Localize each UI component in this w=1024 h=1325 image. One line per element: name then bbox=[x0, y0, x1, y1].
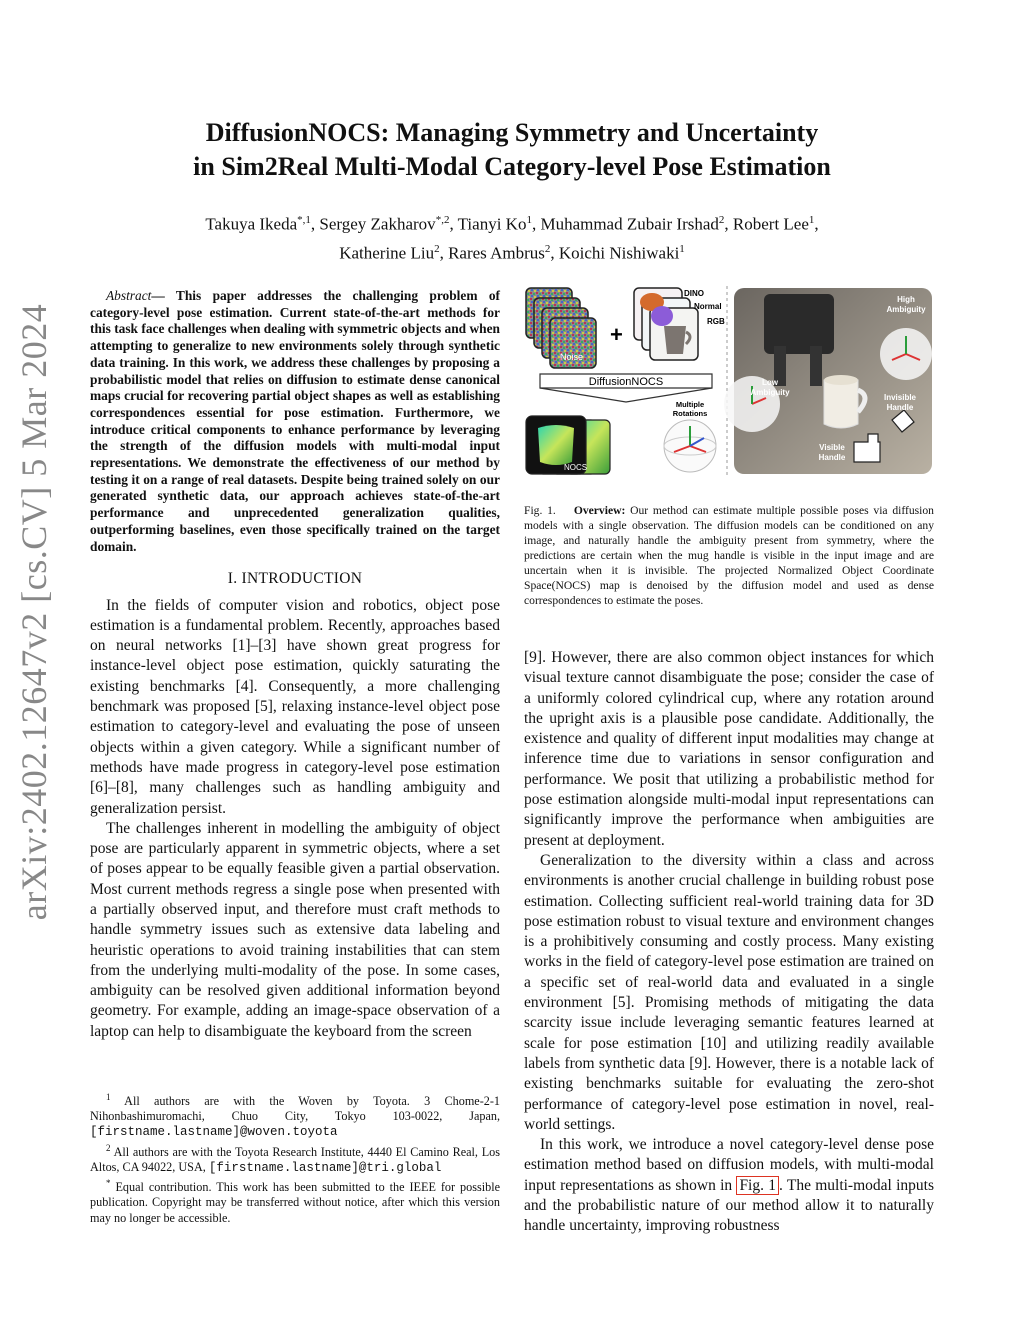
low-ambiguity-label-1: Low bbox=[762, 378, 778, 387]
intro-paragraph-1: In the fields of computer vision and robotics, object pose estimation is a fundamental problem. Recently, approaches based on neural networks [1]–[3] have shown great progress for instance-level object pose estimation, quickly saturating the existing benchmarks [4]. Consequently, a more challenging benchmark was proposed [5], relaxing instance-level object pose estimation to category-level and evaluating the pose of unseen objects within a given category. While a significant number of methods have made progress in category-level pose estimation [6]–[8], many challenges such as handling ambiguity and generalization persist. bbox=[90, 596, 500, 817]
input-modalities-stack bbox=[634, 288, 698, 360]
footnote-3 bbox=[90, 1176, 500, 1226]
author-name: Robert Lee bbox=[732, 214, 809, 234]
multiple-rotations-label-2: Rotations bbox=[672, 409, 708, 418]
low-ambiguity-label-2: Ambiguity bbox=[750, 388, 790, 397]
figure-1-graphic bbox=[524, 286, 934, 476]
footnote-mark: 2 bbox=[106, 1142, 111, 1153]
footnote-email: [firstname.lastname]@woven.toyota bbox=[90, 1125, 338, 1140]
author-affil: 2 bbox=[718, 214, 725, 226]
author-affil: 1 bbox=[679, 242, 685, 255]
intro-paragraph-2: The challenges inherent in modelling the ambiguity of object pose are particularly apparent in symmetric objects, where a set of poses appear to be equally feasible given a partial observation. Most current methods regress a single pose when presented with a partially observed input, and therefore must craft methods to handle symmetry issues such as extensive data labeling and heuristic operations to avoid training instabilities that can stem from the underlying multi-modality of the pose. In some cases, ambiguity can be resolved given additional information beyond geometry. For example, adding an image-space observation of a laptop can help to disambiguate the keyboard from the screen bbox=[90, 819, 500, 1040]
author-name: Rares Ambrus bbox=[448, 243, 545, 263]
author-affil: 1 bbox=[526, 214, 532, 226]
right-paragraph-1: [9]. However, there are also common object instances for which visual texture cannot disambiguate the pose; consider the case of a uniformly colored cylindrical cup, where any rotation around the upright axis is a plausible pose candidate. Additionally, the existence and quality of different input modalities may change at inference time due to variations in sensor configuration and performance. We posit that utilizing a probabilistic method for pose estimation alongside multi-modal input representations can significantly improve the performance when ambiguities are present at deployment. bbox=[524, 649, 934, 849]
author-name: Katherine Liu bbox=[339, 243, 435, 263]
paragraph-text: In this work, we introduce a novel category-level dense pose estimation method based on diffusion models, with multi-modal input representations as shown in bbox=[524, 1136, 934, 1194]
left-column bbox=[90, 288, 500, 1042]
authors-line-1: Takuya Ikeda$^{*,1}$, Sergey Zakharov$^{*,2}$, Tianyi Ko$^1$, Muhammad Zubair Irshad$^2$, Robert Lee$^1$, bbox=[205, 214, 819, 234]
invisible-handle-label-2: Handle bbox=[886, 403, 914, 412]
figure-1-caption bbox=[524, 503, 934, 608]
section-heading-introduction: I. INTRODUCTION bbox=[227, 570, 363, 588]
normal-label: Normal bbox=[694, 302, 722, 311]
author-name: Koichi Nishiwaki bbox=[558, 243, 680, 263]
footnote-text: All authors are with the Woven by Toyota. 3 Chome-2-1 Nihonbashimuromachi, Chuo City, Tokyo 103-0022, Japan, bbox=[90, 1094, 501, 1124]
nocs-label: NOCS bbox=[564, 463, 588, 472]
plus-sign: + bbox=[610, 322, 623, 347]
author-affil: 1 bbox=[808, 214, 815, 226]
visible-handle-label-1: Visible bbox=[819, 443, 845, 452]
abstract bbox=[90, 288, 500, 555]
author-affil: 2 bbox=[434, 242, 440, 255]
multiple-rotations-label-1: Multiple bbox=[675, 400, 705, 409]
dino-label: DINO bbox=[684, 289, 704, 298]
footnote-2 bbox=[90, 1141, 500, 1176]
arxiv-side-label: arXiv:2402.12647v2 [cs.CV] 5 Mar 2024 bbox=[14, 303, 54, 921]
paper-title bbox=[100, 116, 924, 184]
right-column bbox=[524, 648, 934, 1237]
visible-handle-label-2: Handle bbox=[818, 453, 846, 462]
author-name: Sergey Zakharov bbox=[319, 214, 436, 234]
caption-text: Our method can estimate multiple possible poses via diffusion models with a single observation. The diffusion models can be conditioned on any image, and naturally handle the ambiguity present from symmetry, where the predictions are certain when the mug handle is visible in the input image and are uncertain when it is invisible. The projected Normalized Object Coordinate Space(NOCS) map is denoised by the diffusion model and used as dense correspondences to estimate the poses. bbox=[524, 504, 934, 607]
caption-label: Fig. 1. bbox=[524, 504, 556, 517]
footnote-text: Equal contribution. This work has been submitted to the IEEE for possible publication. Copyright may be transferred without notice, after which this version may no longer be accessible. bbox=[90, 1180, 501, 1225]
authors-line-2: Katherine Liu$^2$, Rares Ambrus$^2$, Koichi Nishiwaki$^1$ bbox=[339, 242, 685, 263]
author-name: Tianyi Ko bbox=[457, 214, 527, 234]
rgb-label: RGB bbox=[707, 317, 725, 326]
caption-bold: Overview: bbox=[573, 504, 626, 517]
footnote-mark: 1 bbox=[106, 1092, 111, 1102]
footnote-email: [firstname.lastname]@tri.global bbox=[208, 1160, 442, 1175]
right-paragraph-3 bbox=[524, 1135, 934, 1236]
paragraph-text: . The multi-modal inputs and the probabilistic nature of our method allow it to naturally handle uncertainty, improving robustness bbox=[524, 1176, 934, 1235]
diffusion-label: DiffusionNOCS bbox=[588, 376, 664, 388]
footnote-text: All authors are with the Toyota Research Institute, 4440 El Camino Real, Los Altos, CA 94022, USA, bbox=[90, 1144, 500, 1174]
author-affil: *,2 bbox=[435, 214, 450, 226]
abstract-lead: Abstract bbox=[106, 288, 152, 303]
author-name: Takuya Ikeda bbox=[205, 214, 298, 234]
abstract-text: — This paper addresses the challenging problem of category-level pose estimation. Current state-of-the-art methods for this task face challenges when dealing with symmetric objects and when attempting to generalize to new environments solely through synthetic data training. In this work, we address these challenges by proposing a probabilistic model that relies on diffusion to estimate dense canonical maps crucial for recovering partial object shapes as well as establishing correspondences essential for pose estimation. Furthermore, we introduce critical components to enhance performance by leveraging the strength of the diffusion models with multi-modal input representations. We demonstrate the effectiveness of our method by testing it on a range of real datasets. Despite being trained solely on our generated synthetic data, our approach achieves state-of-the-art performance and unprecedented generalization qualities, outperforming baselines, even those specifically trained on the target domain. bbox=[90, 288, 500, 554]
author-affil: *,1 bbox=[297, 214, 311, 226]
author-affil: 2 bbox=[544, 242, 551, 255]
footnote-1 bbox=[90, 1090, 500, 1141]
fig-1-link[interactable]: Fig. 1 bbox=[736, 1176, 779, 1195]
title-line-1: DiffusionNOCS: Managing Symmetry and Uncertainty bbox=[205, 118, 819, 147]
title-line-2: in Sim2Real Multi-Modal Category-level Pose Estimation bbox=[193, 152, 831, 181]
figure-1 bbox=[524, 286, 934, 476]
invisible-handle-label-1: Invisible bbox=[883, 393, 917, 402]
author-name: Muhammad Zubair Irshad bbox=[540, 214, 719, 234]
footnotes bbox=[90, 1090, 500, 1226]
footnote-mark: * bbox=[106, 1178, 111, 1189]
noise-label: Noise bbox=[560, 352, 584, 362]
high-ambiguity-label-1: High bbox=[897, 295, 915, 304]
right-paragraph-2: Generalization to the diversity within a class and across environments is another crucial challenge in building robust pose estimation. Collecting sufficient real-world training data for 3D pose estimation robust to visual texture and environment changes is a prohibitively consuming and costly process. Many existing works in the field of category-level pose estimation are trained on a specific set of real-world data and evaluated in a single environment [5]. Promising methods of mitigating the data scarcity issue include leveraging semantic features learned at scale for pose estimation [10] and utilizing readily available labels from synthetic data [9]. However, there is a notable lack of existing benchmarks suitable for evaluating the zero-shot performance of category-level pose estimation in novel, real-world settings. bbox=[524, 851, 934, 1133]
high-ambiguity-label-2: Ambiguity bbox=[886, 305, 926, 314]
author-list bbox=[100, 208, 924, 265]
